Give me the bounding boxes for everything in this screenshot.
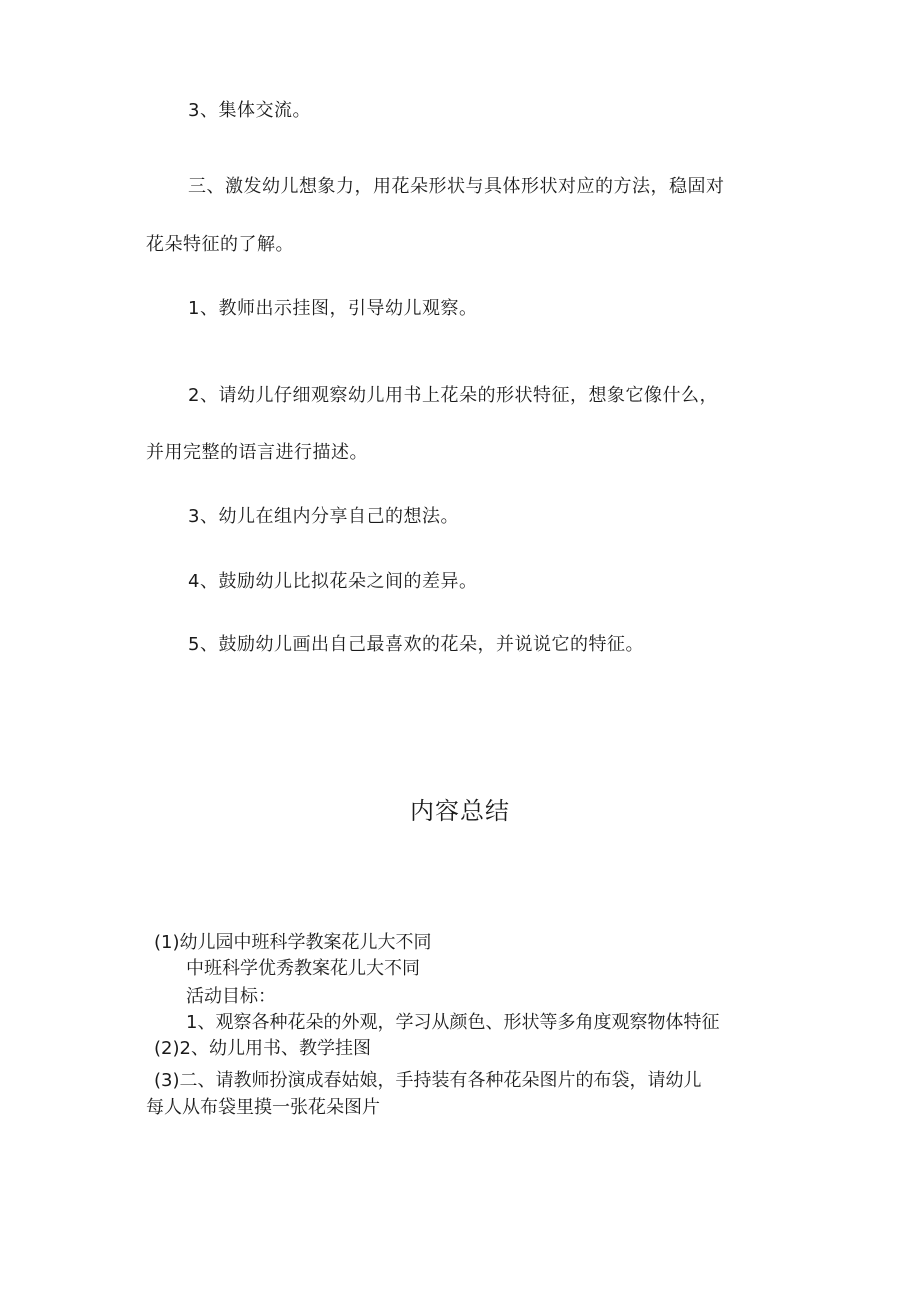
- summary-title: 内容总结: [410, 797, 510, 825]
- summary-line: 中班科学优秀教案花儿大不同: [186, 958, 420, 979]
- summary-line: 1、观察各种花朵的外观，学习从颜色、形状等多角度观察物体特征: [186, 1012, 720, 1033]
- summary-line: 活动目标：: [186, 986, 276, 1007]
- paragraph-line: 花朵特征的了解。: [146, 234, 294, 255]
- paragraph-line: 5、鼓励幼儿画出自己最喜欢的花朵，并说说它的特征。: [188, 634, 644, 655]
- summary-line: (3)二、请教师扮演成春姑娘，手持装有各种花朵图片的布袋，请幼儿: [154, 1070, 702, 1091]
- paragraph-line: 三、激发幼儿想象力，用花朵形状与具体形状对应的方法，稳固对: [188, 176, 725, 197]
- paragraph-line: 3、幼儿在组内分享自己的想法。: [188, 506, 459, 527]
- paragraph-line: 2、请幼儿仔细观察幼儿用书上花朵的形状特征，想象它像什么，: [188, 385, 718, 406]
- paragraph-line: 1、教师出示挂图，引导幼儿观察。: [188, 298, 478, 319]
- paragraph-line: 3、集体交流。: [188, 100, 311, 121]
- summary-line: (1)幼儿园中班科学教案花儿大不同: [154, 932, 432, 953]
- paragraph-line: 4、鼓励幼儿比拟花朵之间的差异。: [188, 571, 478, 592]
- summary-line: 每人从布袋里摸一张花朵图片: [146, 1097, 380, 1118]
- summary-line: (2)2、幼儿用书、教学挂图: [154, 1038, 371, 1059]
- paragraph-line: 并用完整的语言进行描述。: [146, 442, 368, 463]
